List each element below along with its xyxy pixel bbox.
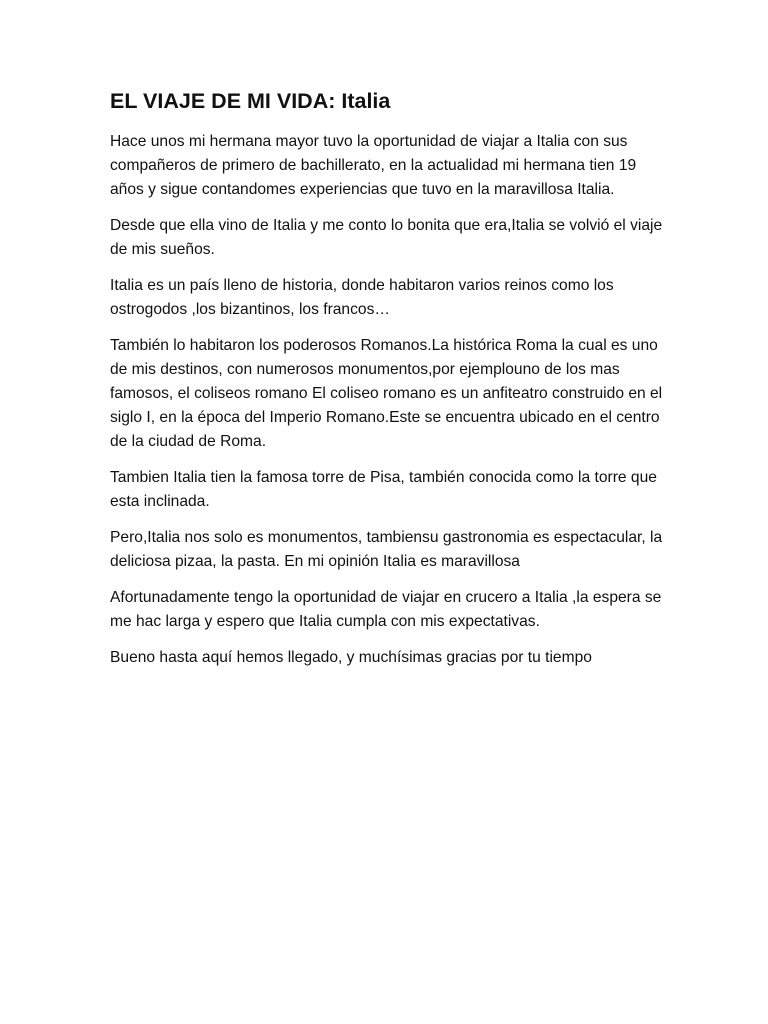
- paragraph-2: Desde que ella vino de Italia y me conto lo bonita que era,Italia se volvió el viaje de mis sueños.: [110, 217, 663, 258]
- document-body: [110, 86, 670, 682]
- paragraph-8: Bueno hasta aquí hemos llegado, y muchísimas gracias por tu tiempo: [110, 649, 592, 666]
- paragraph-3: Italia es un país lleno de historia, donde habitaron varios reinos como los ostrogodos ,los bizantinos, los francos…: [110, 277, 614, 318]
- paragraph-1: Hace unos mi hermana mayor tuvo la oportunidad de viajar a Italia con sus compañeros de primero de bachillerato, en la actualidad mi hermana tien 19 años y sigue contandomes experiencias que tuvo en la maravillosa Italia.: [110, 133, 637, 198]
- paragraph-4: También lo habitaron los poderosos Romanos.La histórica Roma la cual es uno de mis destinos, con numerosos monumentos,por ejemplouno de los mas famosos, el coliseos romano El coliseo romano es un anfiteatro construido en el siglo I, en la época del Imperio Romano.Este se encuentra ubicado en el centro de la ciudad de Roma.: [110, 337, 663, 450]
- paragraph-6: Pero,Italia nos solo es monumentos, tambiensu gastronomia es espectacular, la deliciosa pizaa, la pasta. En mi opinión Italia es maravillosa: [110, 529, 663, 570]
- document-title: EL VIAJE DE MI VIDA: Italia: [110, 89, 391, 113]
- paragraph-5: Tambien Italia tien la famosa torre de Pisa, también conocida como la torre que esta inclinada.: [110, 469, 657, 510]
- paragraph-7: Afortunadamente tengo la oportunidad de viajar en crucero a Italia ,la espera se me hac larga y espero que Italia cumpla con mis expectativas.: [110, 589, 662, 630]
